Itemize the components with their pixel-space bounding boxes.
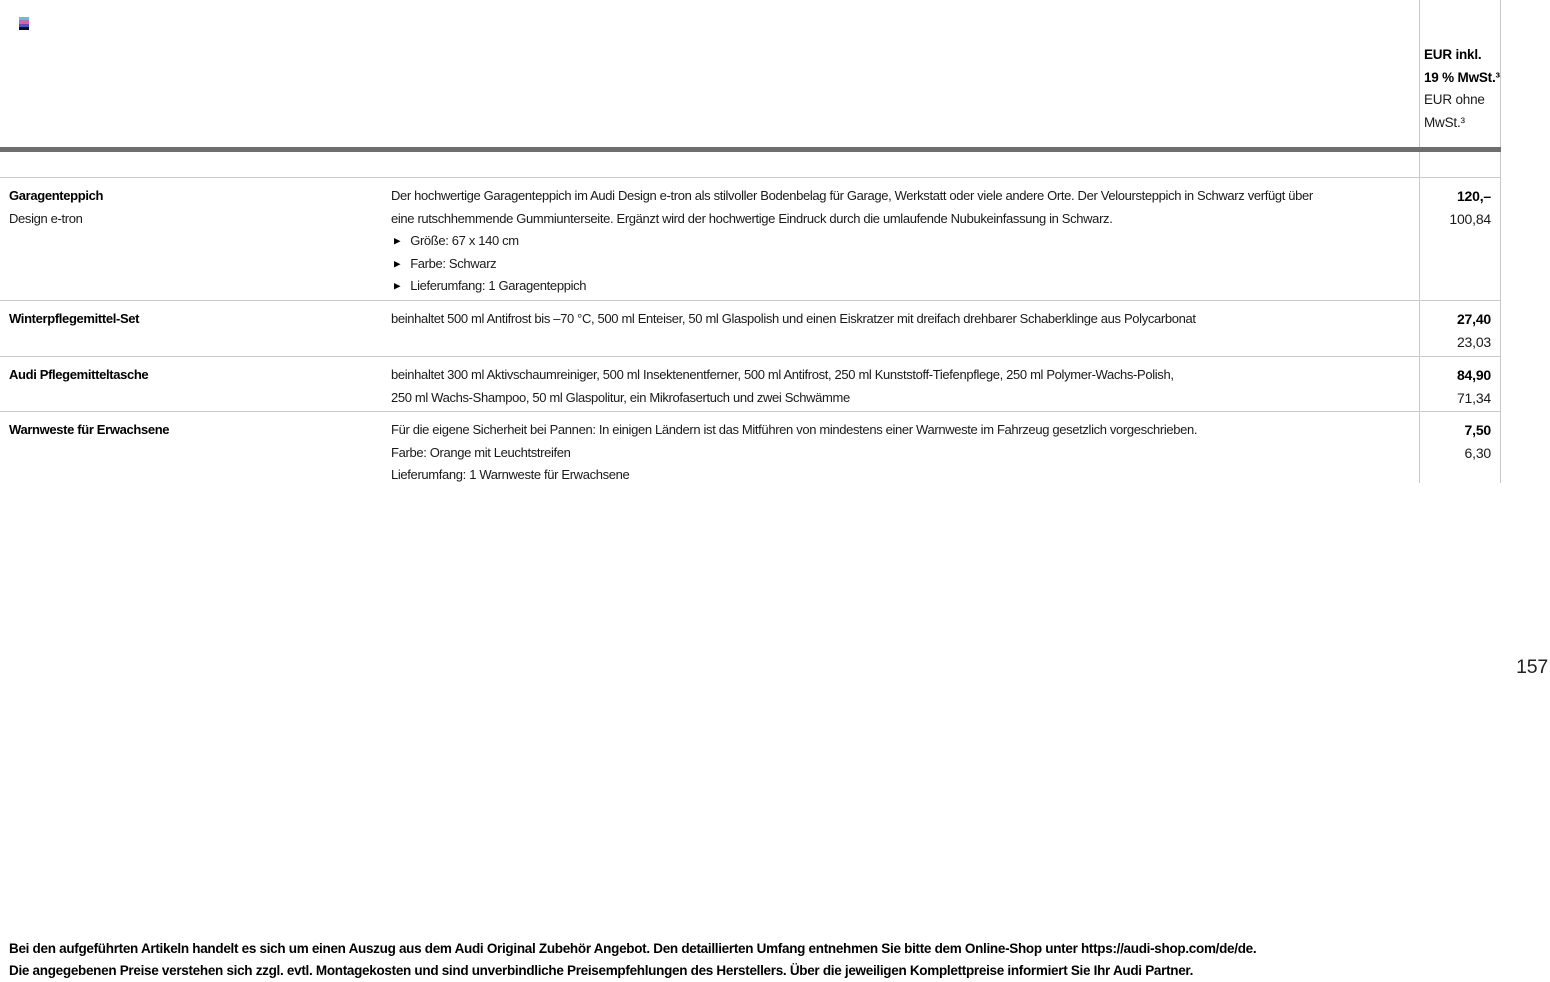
price-incl-vat: 120,– [1456,188,1491,204]
product-description-line: Farbe: Orange mit Leuchtstreifen [391,444,571,460]
table-row [0,300,1501,356]
price-header-excl-line2: MwSt.³ [1424,114,1465,130]
table-row [0,411,1501,487]
product-name-cell [0,178,391,300]
product-price-cell [1419,357,1501,411]
price-excl-vat: 100,84 [1449,210,1491,227]
product-name-cell [0,301,391,356]
product-name-cell [0,357,391,411]
product-name: Warnweste für Erwachsene [9,422,170,437]
footer [9,938,1539,982]
product-description-line: beinhaltet 300 ml Aktivschaumreiniger, 500 ml Insektenentferner, 500 ml Antifrost, 250 ml Kunststoff-Tiefenpflege, 250 ml Polymer-Wachs-Polish, [391,367,1174,382]
product-subtitle: Design e-tron [9,210,83,226]
product-price-cell [1419,301,1501,356]
product-description-cell [391,301,1419,356]
product-price-cell [1419,178,1501,300]
price-header-incl-line2: 19 % MwSt.³ [1424,69,1500,85]
product-name: Garagenteppich [9,188,104,203]
product-description-line: Für die eigene Sicherheit bei Pannen: In einigen Ländern ist das Mitführen von mindestens einer Warnweste im Fahrzeug gesetzlich vorgeschrieben. [391,422,1198,437]
price-column-header [1424,44,1500,134]
price-header-incl-line1: EUR inkl. [1424,47,1482,62]
price-incl-vat: 27,40 [1456,311,1491,327]
bullet-arrow-icon: ▶ [394,280,401,291]
price-incl-vat: 7,50 [1464,422,1491,438]
product-name: Winterpflegemittel-Set [9,311,140,326]
bullet-arrow-icon: ▶ [394,258,401,268]
product-description-line: eine rutschhemmende Gummiunterseite. Ergänzt wird der hochwertige Eindruck durch die umlaufende Nubukeinfassung in Schwarz. [391,210,1113,226]
product-price-cell [1419,412,1501,487]
bullet-item [391,253,1413,276]
product-name: Audi Pflegemitteltasche [9,367,149,382]
product-description-cell [391,178,1419,300]
product-description-cell [391,412,1419,487]
product-description-line: Lieferumfang: 1 Warnweste für Erwachsene [391,467,630,482]
footer-line-1: Bei den aufgeführten Artikeln handelt es sich um einen Auszug aus dem Audi Original Zubehör Angebot. Den detaillierten Umfang entnehmen Sie bitte dem Online-Shop unter https://audi-shop.com/de/de. [9,941,1257,956]
product-description-line: 250 ml Wachs-Shampoo, 50 ml Glaspolitur, ein Mikrofasertuch und zwei Schwämme [391,389,850,405]
bullet-text: Lieferumfang: 1 Garagenteppich [410,278,587,293]
bullet-text: Farbe: Schwarz [410,255,497,271]
bullet-text: Größe: 67 x 140 cm [410,233,519,248]
color-registration-mark-icon [19,17,29,30]
price-incl-vat: 84,90 [1456,367,1491,383]
table-row [0,177,1501,300]
price-excl-vat: 71,34 [1456,389,1491,406]
product-table [0,177,1501,487]
header-divider-bar [0,147,1501,152]
product-description-line: Der hochwertige Garagenteppich im Audi Design e-tron als stilvoller Bodenbelag für Garage, Werkstatt oder viele andere Orte. Der Veloursteppich in Schwarz verfügt über [391,188,1313,203]
product-name-cell [0,412,391,487]
price-header-excl-line1: EUR ohne [1424,92,1485,107]
bullet-item [391,230,1413,253]
product-description-line: beinhaltet 500 ml Antifrost bis –70 °C, 500 ml Enteiser, 50 ml Glaspolish und einen Eiskratzer mit dreifach drehbarer Schaberklinge aus Polycarbonat [391,311,1196,326]
page-number: 157 [1516,656,1548,678]
price-excl-vat: 6,30 [1464,444,1491,461]
price-excl-vat: 23,03 [1456,333,1491,350]
table-row [0,356,1501,411]
color-stripe-black [19,27,29,30]
product-description-cell [391,357,1419,411]
bullet-arrow-icon: ▶ [394,235,401,246]
bullet-item [391,275,1413,298]
footer-line-2: Die angegebenen Preise verstehen sich zzgl. evtl. Montagekosten und sind unverbindliche Preisempfehlungen des Herstellers. Über die jeweiligen Komplettpreise informiert Sie Ihr Audi Partner. [9,963,1194,978]
